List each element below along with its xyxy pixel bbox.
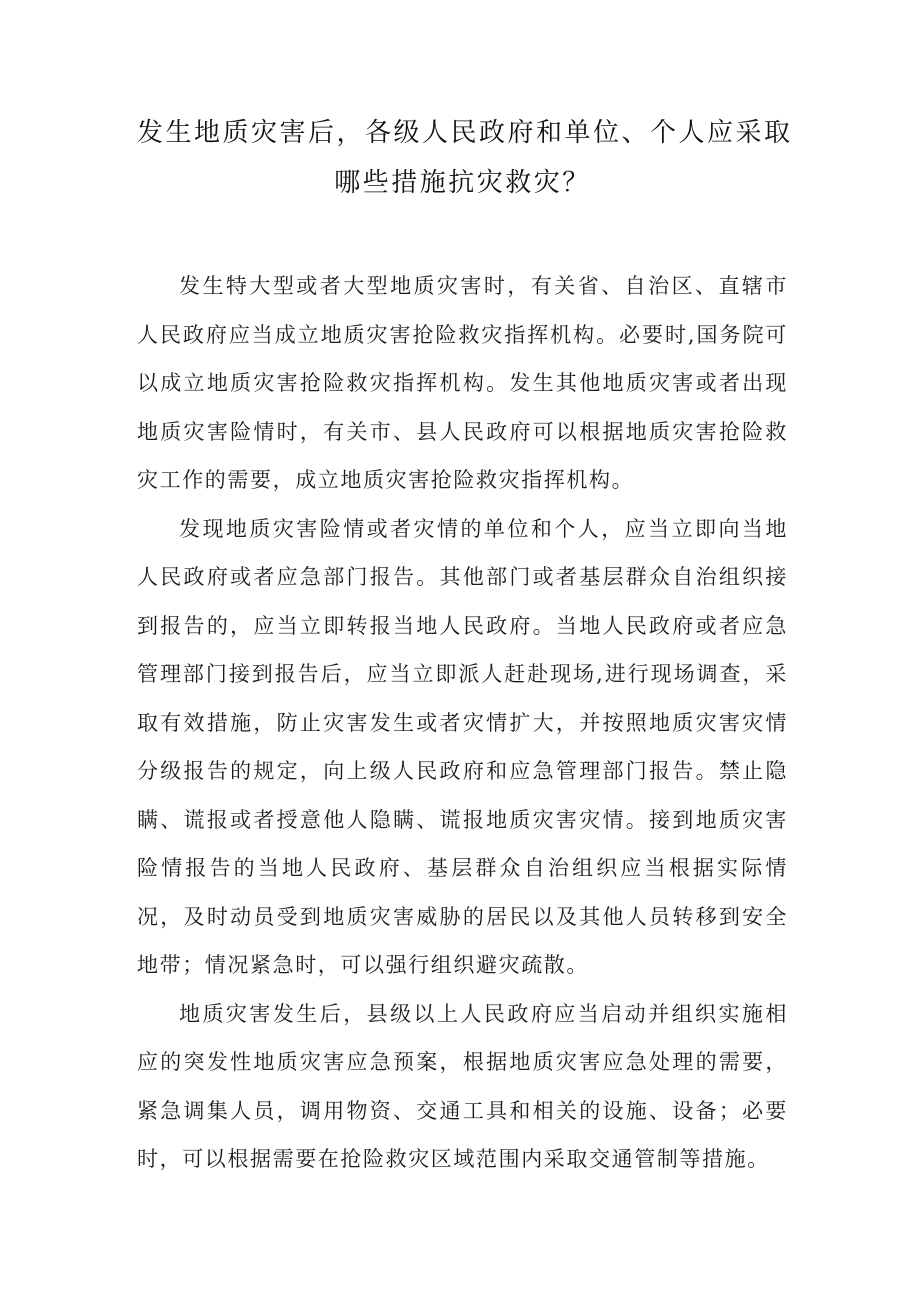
title-line-1: 发生地质灾害后，各级人民政府和单位、个人应采取	[137, 118, 793, 148]
document-body	[137, 262, 788, 1184]
title-line-2: 哪些措施抗灾救灾？	[334, 168, 591, 198]
document-title	[137, 108, 793, 208]
paragraph-command-structure: 发生特大型或者大型地质灾害时，有关省、自治区、直辖市人民政府应当成立地质灾害抢险救灾指挥机构。必要时,国务院可以成立地质灾害抢险救灾指挥机构。发生其他地质灾害或者出现地质灾害险情时，有关市、县人民政府可以根据地质灾害抢险救灾工作的需要，成立地质灾害抢险救灾指挥机构。	[137, 274, 788, 492]
paragraph-emergency-response: 地质灾害发生后，县级以上人民政府应当启动并组织实施相应的突发性地质灾害应急预案，根据地质灾害应急处理的需要，紧急调集人员，调用物资、交通工具和相关的设施、设备；必要时，可以根据需要在抢险救灾区域范围内采取交通管制等措施。	[137, 1001, 788, 1171]
paragraph-reporting: 发现地质灾害险情或者灾情的单位和个人，应当立即向当地人民政府或者应急部门报告。其他部门或者基层群众自治组织接到报告的，应当立即转报当地人民政府。当地人民政府或者应急管理部门接到报告后，应当立即派人赶赴现场,进行现场调查，采取有效措施，防止灾害发生或者灾情扩大，并按照地质灾害灾情分级报告的规定，向上级人民政府和应急管理部门报告。禁止隐瞒、谎报或者授意他人隐瞒、谎报地质灾害灾情。接到地质灾害险情报告的当地人民政府、基层群众自治组织应当根据实际情况，及时动员受到地质灾害威胁的居民以及其他人员转移到安全地带；情况紧急时，可以强行组织避灾疏散。	[137, 516, 788, 977]
